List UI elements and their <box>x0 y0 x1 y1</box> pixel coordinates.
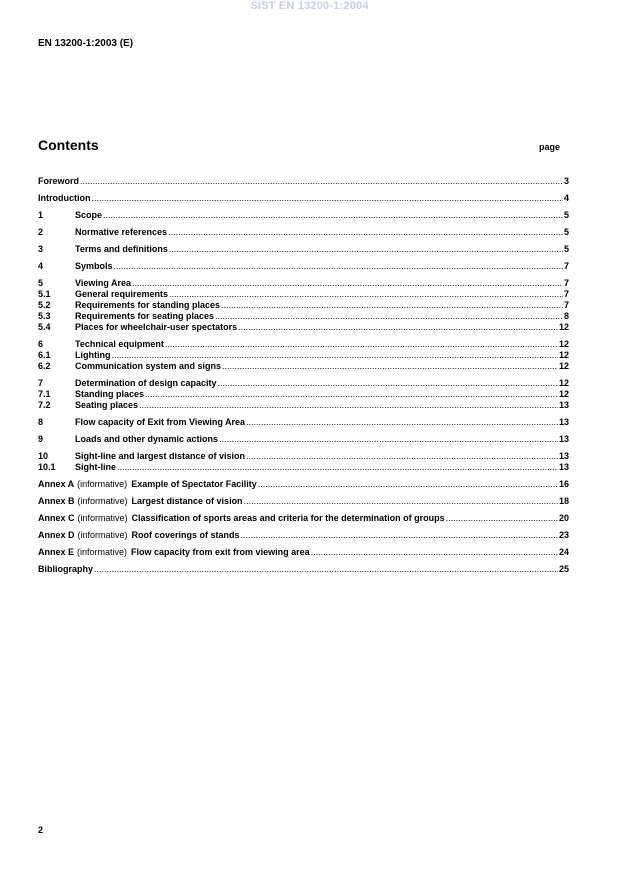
dot-leader <box>169 289 563 300</box>
toc-entry-seating-places-req[interactable] <box>38 311 569 322</box>
toc-entry-page: 5 <box>563 227 569 237</box>
toc-entry-page: 7 <box>563 289 569 299</box>
dot-leader <box>219 434 558 445</box>
toc-entry-title: Introduction <box>38 193 91 203</box>
toc-entry-number: 2 <box>38 227 44 237</box>
annex-informative: (informative) <box>77 513 128 523</box>
toc-entry-page: 8 <box>563 311 569 321</box>
toc-entry-annex-d[interactable] <box>38 530 569 541</box>
toc-entry-number: 1 <box>38 210 44 220</box>
dot-leader <box>92 193 563 204</box>
toc-entry-number: 5.1 <box>38 289 51 299</box>
dot-leader <box>221 300 563 311</box>
toc-entry-title: General requirements <box>75 289 169 299</box>
dot-leader <box>311 547 558 558</box>
toc-entry-page: 12 <box>558 322 569 332</box>
toc-entry-normative-references[interactable] <box>38 227 569 238</box>
toc-group <box>38 530 569 541</box>
page-number: 2 <box>38 825 44 835</box>
toc-entry-page: 13 <box>558 462 569 472</box>
toc-entry-title: Communication system and signs <box>75 361 222 371</box>
toc-group <box>38 244 569 255</box>
toc-entry-page: 23 <box>558 530 569 540</box>
toc-entry-bibliography[interactable] <box>38 564 569 575</box>
toc-entry-number: 7 <box>38 378 44 388</box>
toc-entry-title: Foreword <box>38 176 80 186</box>
toc-entry-technical-equipment[interactable] <box>38 339 569 350</box>
dot-leader <box>94 564 558 575</box>
toc-group <box>38 513 569 524</box>
dot-leader <box>132 278 563 289</box>
annex-label: Annex B <box>38 496 75 506</box>
toc-entry-page: 4 <box>563 193 569 203</box>
toc-entry-number: 3 <box>38 244 44 254</box>
toc-entry-title: Loads and other dynamic actions <box>75 434 219 444</box>
annex-label: Annex E <box>38 547 75 557</box>
toc-group <box>38 564 569 575</box>
dot-leader <box>241 530 558 541</box>
toc-group <box>38 547 569 558</box>
toc-entry-page: 20 <box>558 513 569 523</box>
dot-leader <box>169 244 563 255</box>
dot-leader <box>114 261 563 272</box>
toc-entry-introduction[interactable] <box>38 193 569 204</box>
toc-entry-foreword[interactable] <box>38 176 569 187</box>
toc-entry-number: 5.3 <box>38 311 51 321</box>
toc-entry-page: 18 <box>558 496 569 506</box>
dot-leader <box>246 417 558 428</box>
document-id: EN 13200-1:2003 (E) <box>38 38 134 49</box>
toc-entry-title: Roof coverings of stands <box>131 530 240 540</box>
toc-entry-title: Viewing Area <box>75 278 132 288</box>
toc-entry-page: 24 <box>558 547 569 557</box>
toc-entry-page: 13 <box>558 417 569 427</box>
toc-entry-annex-e[interactable] <box>38 547 569 558</box>
toc-entry-page: 5 <box>563 210 569 220</box>
toc-group <box>38 278 569 333</box>
dot-leader <box>215 311 563 322</box>
dot-leader <box>168 227 563 238</box>
toc-group <box>38 451 569 473</box>
toc-entry-communication-system[interactable] <box>38 361 569 372</box>
toc-entry-page: 12 <box>558 389 569 399</box>
toc-entry-title: Determination of design capacity <box>75 378 217 388</box>
toc-entry-number: 5.4 <box>38 322 51 332</box>
toc-entry-number: 5 <box>38 278 44 288</box>
dot-leader <box>165 339 558 350</box>
toc-entry-title: Requirements for seating places <box>75 311 215 321</box>
toc-entry-scope[interactable] <box>38 210 569 221</box>
toc-entry-page: 12 <box>558 350 569 360</box>
toc-entry-symbols[interactable] <box>38 261 569 272</box>
toc-entry-page: 13 <box>558 451 569 461</box>
toc-entry-number: 9 <box>38 434 44 444</box>
toc-entry-number: 6 <box>38 339 44 349</box>
dot-leader <box>246 451 558 462</box>
toc-entry-number: 10.1 <box>38 462 56 472</box>
toc-entry-page: 13 <box>558 434 569 444</box>
dot-leader <box>218 378 558 389</box>
toc-entry-title: Largest distance of vision <box>131 496 243 506</box>
toc-group <box>38 261 569 272</box>
toc-group <box>38 378 569 411</box>
toc-group <box>38 227 569 238</box>
toc-entry-number: 8 <box>38 417 44 427</box>
toc-entry-page: 7 <box>563 278 569 288</box>
page-title: Contents <box>38 137 99 153</box>
toc-entry-title: Places for wheelchair-user spectators <box>75 322 238 332</box>
toc-entry-annex-c[interactable] <box>38 513 569 524</box>
toc-entry-viewing-area[interactable] <box>38 278 569 289</box>
dot-leader <box>112 350 558 361</box>
toc-entry-annex-b[interactable] <box>38 496 569 507</box>
toc-group <box>38 193 569 204</box>
toc-entry-title: Seating places <box>75 400 139 410</box>
toc-entry-title: Technical equipment <box>75 339 164 349</box>
dot-leader <box>145 389 558 400</box>
toc-entry-design-capacity[interactable] <box>38 378 569 389</box>
toc-entry-title: Flow capacity of Exit from Viewing Area <box>75 417 246 427</box>
dot-leader <box>117 462 558 473</box>
toc-entry-sight-line[interactable] <box>38 462 569 473</box>
toc-group <box>38 417 569 428</box>
toc-entry-number: 10 <box>38 451 49 461</box>
toc-entry-page: 7 <box>563 300 569 310</box>
toc-entry-sight-line-distance[interactable] <box>38 451 569 462</box>
annex-informative: (informative) <box>77 530 128 540</box>
toc-entry-number: 4 <box>38 261 44 271</box>
annex-informative: (informative) <box>77 479 128 489</box>
toc-entry-page: 16 <box>558 479 569 489</box>
toc-entry-standing-places-req[interactable] <box>38 300 569 311</box>
toc-entry-general-requirements[interactable] <box>38 289 569 300</box>
page-column-label: page <box>539 142 561 152</box>
toc-entry-title: Symbols <box>75 261 113 271</box>
toc-entry-flow-capacity[interactable] <box>38 417 569 428</box>
dot-leader <box>258 479 558 490</box>
toc-entry-title: Sight-line <box>75 462 116 472</box>
toc-entry-title: Requirements for standing places <box>75 300 221 310</box>
toc-group <box>38 479 569 490</box>
dot-leader <box>80 176 563 187</box>
dot-leader <box>238 322 558 333</box>
toc-entry-title: Bibliography <box>38 564 94 574</box>
toc-entry-number: 7.1 <box>38 389 51 399</box>
toc-entry-title: Standing places <box>75 389 145 399</box>
toc-entry-number: 5.2 <box>38 300 51 310</box>
toc-entry-page: 13 <box>558 400 569 410</box>
toc-entry-title: Classification of sports areas and criteria for the determination of groups <box>131 513 445 523</box>
toc-group <box>38 339 569 372</box>
toc-entry-page: 7 <box>563 261 569 271</box>
annex-label: Annex D <box>38 530 75 540</box>
toc-entry-number: 7.2 <box>38 400 51 410</box>
toc-entry-wheelchair-places[interactable] <box>38 322 569 333</box>
toc-entry-title: Lighting <box>75 350 111 360</box>
toc-entry-title: Scope <box>75 210 103 220</box>
toc-entry-page: 25 <box>558 564 569 574</box>
toc-entry-seating-places[interactable] <box>38 400 569 411</box>
dot-leader <box>222 361 558 372</box>
annex-label: Annex A <box>38 479 75 489</box>
toc-entry-page: 12 <box>558 339 569 349</box>
toc-entry-page: 5 <box>563 244 569 254</box>
toc-entry-page: 3 <box>563 176 569 186</box>
dot-leader <box>244 496 558 507</box>
annex-label: Annex C <box>38 513 75 523</box>
toc-entry-title: Normative references <box>75 227 168 237</box>
toc-entry-title: Flow capacity from exit from viewing area <box>131 547 310 557</box>
toc-entry-page: 12 <box>558 361 569 371</box>
dot-leader <box>446 513 558 524</box>
toc-entry-title: Terms and definitions <box>75 244 168 254</box>
toc-entry-page: 12 <box>558 378 569 388</box>
toc-entry-title: Example of Spectator Facility <box>131 479 257 489</box>
annex-informative: (informative) <box>77 547 128 557</box>
toc-entry-annex-a[interactable] <box>38 479 569 490</box>
annex-informative: (informative) <box>77 496 128 506</box>
toc-entry-title: Sight-line and largest distance of vision <box>75 451 246 461</box>
toc-entry-number: 6.2 <box>38 361 51 371</box>
table-of-contents <box>38 176 569 581</box>
toc-entry-terms-definitions[interactable] <box>38 244 569 255</box>
dot-leader <box>103 210 563 221</box>
toc-entry-lighting[interactable] <box>38 350 569 361</box>
toc-entry-standing-places[interactable] <box>38 389 569 400</box>
toc-group <box>38 434 569 445</box>
toc-entry-number: 6.1 <box>38 350 51 360</box>
dot-leader <box>139 400 558 411</box>
watermark: SIST EN 13200-1:2004 <box>250 0 369 12</box>
toc-entry-loads[interactable] <box>38 434 569 445</box>
toc-group <box>38 176 569 187</box>
toc-group <box>38 496 569 507</box>
toc-group <box>38 210 569 221</box>
